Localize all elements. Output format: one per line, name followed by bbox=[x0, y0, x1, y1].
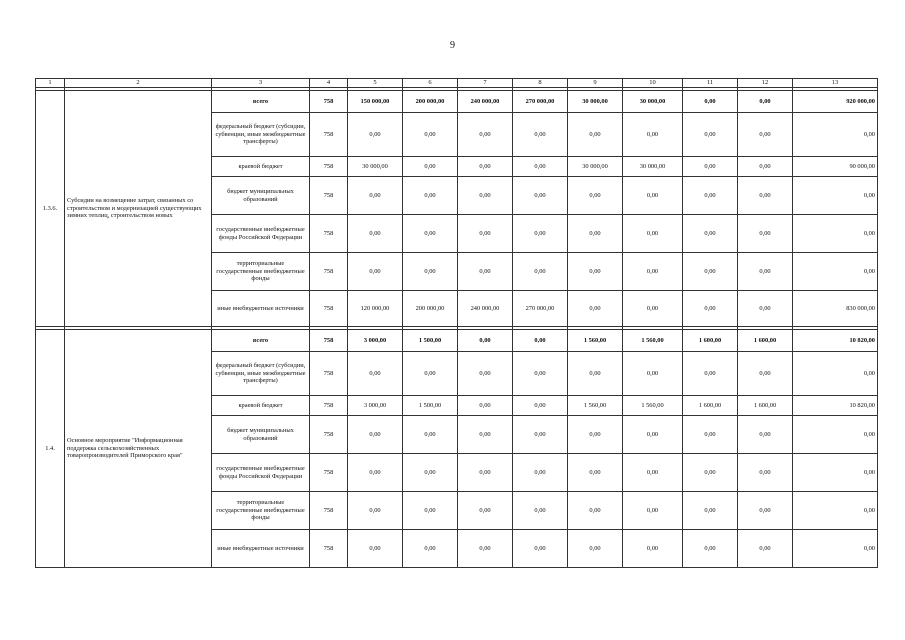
column-header-3: 3 bbox=[212, 79, 310, 88]
year-amount: 0,00 bbox=[458, 330, 513, 352]
column-header-6: 6 bbox=[403, 79, 458, 88]
year-amount: 0,00 bbox=[738, 215, 793, 253]
budget-code: 758 bbox=[310, 215, 348, 253]
budget-code: 758 bbox=[310, 416, 348, 454]
page-number: 9 bbox=[450, 40, 455, 51]
year-amount: 0,00 bbox=[348, 416, 403, 454]
funding-source: всего bbox=[212, 330, 310, 352]
year-amount: 0,00 bbox=[348, 113, 403, 157]
total-amount: 830 000,00 bbox=[793, 291, 878, 327]
column-header-4: 4 bbox=[310, 79, 348, 88]
item-name: Основное мероприятие "Информационная поддержка сельскохозяйственных товаропроизводителей Приморского края" bbox=[65, 330, 212, 568]
year-amount: 0,00 bbox=[513, 416, 568, 454]
column-header-5: 5 bbox=[348, 79, 403, 88]
year-amount: 0,00 bbox=[513, 396, 568, 416]
year-amount: 0,00 bbox=[348, 215, 403, 253]
year-amount: 0,00 bbox=[458, 454, 513, 492]
year-amount: 1 600,00 bbox=[738, 396, 793, 416]
year-amount: 0,00 bbox=[403, 352, 458, 396]
budget-code: 758 bbox=[310, 177, 348, 215]
column-header-8: 8 bbox=[513, 79, 568, 88]
year-amount: 0,00 bbox=[568, 530, 623, 568]
year-amount: 0,00 bbox=[568, 416, 623, 454]
year-amount: 0,00 bbox=[403, 113, 458, 157]
year-amount: 30 000,00 bbox=[623, 91, 683, 113]
total-amount: 920 000,00 bbox=[793, 91, 878, 113]
year-amount: 0,00 bbox=[458, 215, 513, 253]
year-amount: 0,00 bbox=[738, 91, 793, 113]
funding-source: краевой бюджет bbox=[212, 157, 310, 177]
budget-code: 758 bbox=[310, 253, 348, 291]
year-amount: 0,00 bbox=[738, 157, 793, 177]
year-amount: 30 000,00 bbox=[568, 91, 623, 113]
year-amount: 0,00 bbox=[568, 352, 623, 396]
budget-code: 758 bbox=[310, 157, 348, 177]
year-amount: 0,00 bbox=[403, 253, 458, 291]
year-amount: 0,00 bbox=[623, 113, 683, 157]
funding-source: территориальные государственные внебюджетные фонды bbox=[212, 253, 310, 291]
year-amount: 0,00 bbox=[348, 352, 403, 396]
table-row bbox=[36, 330, 878, 352]
year-amount: 0,00 bbox=[568, 215, 623, 253]
year-amount: 30 000,00 bbox=[623, 157, 683, 177]
item-code: 1.3.6. bbox=[36, 91, 65, 327]
year-amount: 0,00 bbox=[348, 454, 403, 492]
funding-source: территориальные государственные внебюджетные фонды bbox=[212, 492, 310, 530]
total-amount: 90 000,00 bbox=[793, 157, 878, 177]
budget-code: 758 bbox=[310, 396, 348, 416]
year-amount: 0,00 bbox=[458, 157, 513, 177]
total-amount: 0,00 bbox=[793, 253, 878, 291]
year-amount: 1 560,00 bbox=[568, 330, 623, 352]
year-amount: 0,00 bbox=[738, 352, 793, 396]
year-amount: 0,00 bbox=[568, 492, 623, 530]
column-header-9: 9 bbox=[568, 79, 623, 88]
year-amount: 30 000,00 bbox=[568, 157, 623, 177]
year-amount: 0,00 bbox=[623, 454, 683, 492]
year-amount: 0,00 bbox=[348, 253, 403, 291]
budget-code: 758 bbox=[310, 530, 348, 568]
year-amount: 0,00 bbox=[623, 177, 683, 215]
year-amount: 0,00 bbox=[683, 291, 738, 327]
budget-code: 758 bbox=[310, 352, 348, 396]
year-amount: 0,00 bbox=[568, 253, 623, 291]
year-amount: 0,00 bbox=[403, 157, 458, 177]
year-amount: 1 560,00 bbox=[623, 330, 683, 352]
funding-source: иные внебюджетные источники bbox=[212, 530, 310, 568]
year-amount: 0,00 bbox=[568, 291, 623, 327]
year-amount: 270 000,00 bbox=[513, 91, 568, 113]
year-amount: 0,00 bbox=[683, 91, 738, 113]
total-amount: 0,00 bbox=[793, 454, 878, 492]
column-header-10: 10 bbox=[623, 79, 683, 88]
year-amount: 0,00 bbox=[738, 454, 793, 492]
year-amount: 270 000,00 bbox=[513, 291, 568, 327]
year-amount: 0,00 bbox=[458, 416, 513, 454]
total-amount: 0,00 bbox=[793, 530, 878, 568]
year-amount: 1 600,00 bbox=[683, 330, 738, 352]
year-amount: 0,00 bbox=[683, 416, 738, 454]
column-header-11: 11 bbox=[683, 79, 738, 88]
year-amount: 0,00 bbox=[568, 177, 623, 215]
year-amount: 0,00 bbox=[738, 530, 793, 568]
funding-source: федеральный бюджет (субсидии, субвенции, иные межбюджетные трансферты) bbox=[212, 352, 310, 396]
year-amount: 200 000,00 bbox=[403, 291, 458, 327]
funding-source: государственные внебюджетные фонды Российской Федерации bbox=[212, 454, 310, 492]
budget-table bbox=[35, 78, 878, 568]
budget-code: 758 bbox=[310, 454, 348, 492]
year-amount: 0,00 bbox=[403, 215, 458, 253]
year-amount: 0,00 bbox=[683, 253, 738, 291]
column-header-13: 13 bbox=[793, 79, 878, 88]
funding-source: федеральный бюджет (субсидии, субвенции, иные межбюджетные трансферты) bbox=[212, 113, 310, 157]
year-amount: 1 500,00 bbox=[403, 396, 458, 416]
year-amount: 30 000,00 bbox=[348, 157, 403, 177]
budget-code: 758 bbox=[310, 113, 348, 157]
year-amount: 0,00 bbox=[738, 291, 793, 327]
year-amount: 0,00 bbox=[623, 352, 683, 396]
year-amount: 0,00 bbox=[513, 177, 568, 215]
funding-source: краевой бюджет bbox=[212, 396, 310, 416]
year-amount: 0,00 bbox=[683, 215, 738, 253]
year-amount: 0,00 bbox=[403, 530, 458, 568]
year-amount: 0,00 bbox=[458, 530, 513, 568]
total-amount: 0,00 bbox=[793, 416, 878, 454]
column-header-7: 7 bbox=[458, 79, 513, 88]
year-amount: 0,00 bbox=[513, 157, 568, 177]
year-amount: 0,00 bbox=[738, 416, 793, 454]
year-amount: 0,00 bbox=[403, 177, 458, 215]
year-amount: 0,00 bbox=[568, 113, 623, 157]
year-amount: 0,00 bbox=[738, 177, 793, 215]
column-header-2: 2 bbox=[65, 79, 212, 88]
year-amount: 3 000,00 bbox=[348, 330, 403, 352]
year-amount: 0,00 bbox=[403, 492, 458, 530]
year-amount: 0,00 bbox=[513, 253, 568, 291]
year-amount: 0,00 bbox=[348, 492, 403, 530]
total-amount: 10 820,00 bbox=[793, 330, 878, 352]
year-amount: 1 560,00 bbox=[623, 396, 683, 416]
year-amount: 0,00 bbox=[458, 253, 513, 291]
year-amount: 0,00 bbox=[623, 253, 683, 291]
year-amount: 240 000,00 bbox=[458, 91, 513, 113]
year-amount: 1 600,00 bbox=[738, 330, 793, 352]
funding-source: всего bbox=[212, 91, 310, 113]
header-row bbox=[36, 79, 878, 88]
year-amount: 0,00 bbox=[403, 454, 458, 492]
total-amount: 0,00 bbox=[793, 113, 878, 157]
year-amount: 0,00 bbox=[458, 177, 513, 215]
total-amount: 0,00 bbox=[793, 492, 878, 530]
budget-code: 758 bbox=[310, 91, 348, 113]
funding-source: бюджет муниципальных образований bbox=[212, 416, 310, 454]
table-row bbox=[36, 91, 878, 113]
year-amount: 0,00 bbox=[513, 215, 568, 253]
year-amount: 0,00 bbox=[738, 492, 793, 530]
year-amount: 0,00 bbox=[568, 454, 623, 492]
year-amount: 0,00 bbox=[623, 215, 683, 253]
year-amount: 0,00 bbox=[683, 454, 738, 492]
year-amount: 0,00 bbox=[458, 492, 513, 530]
year-amount: 0,00 bbox=[403, 416, 458, 454]
funding-source: бюджет муниципальных образований bbox=[212, 177, 310, 215]
year-amount: 0,00 bbox=[683, 530, 738, 568]
table-body bbox=[36, 79, 878, 568]
column-header-1: 1 bbox=[36, 79, 65, 88]
year-amount: 0,00 bbox=[683, 492, 738, 530]
year-amount: 1 500,00 bbox=[403, 330, 458, 352]
funding-source: государственные внебюджетные фонды Российской Федерации bbox=[212, 215, 310, 253]
year-amount: 0,00 bbox=[458, 113, 513, 157]
budget-code: 758 bbox=[310, 291, 348, 327]
total-amount: 0,00 bbox=[793, 352, 878, 396]
year-amount: 0,00 bbox=[513, 113, 568, 157]
year-amount: 0,00 bbox=[623, 416, 683, 454]
year-amount: 150 000,00 bbox=[348, 91, 403, 113]
total-amount: 10 820,00 bbox=[793, 396, 878, 416]
year-amount: 120 000,00 bbox=[348, 291, 403, 327]
year-amount: 0,00 bbox=[513, 492, 568, 530]
year-amount: 240 000,00 bbox=[458, 291, 513, 327]
year-amount: 0,00 bbox=[458, 396, 513, 416]
budget-code: 758 bbox=[310, 492, 348, 530]
year-amount: 0,00 bbox=[348, 177, 403, 215]
total-amount: 0,00 bbox=[793, 215, 878, 253]
item-name: Субсидии на возмещение затрат, связанных со строительством и модернизацией существующих зимних теплиц, строительством новых bbox=[65, 91, 212, 327]
year-amount: 0,00 bbox=[623, 291, 683, 327]
year-amount: 1 600,00 bbox=[683, 396, 738, 416]
year-amount: 3 000,00 bbox=[348, 396, 403, 416]
year-amount: 0,00 bbox=[738, 253, 793, 291]
total-amount: 0,00 bbox=[793, 177, 878, 215]
year-amount: 0,00 bbox=[683, 157, 738, 177]
year-amount: 0,00 bbox=[683, 113, 738, 157]
year-amount: 200 000,00 bbox=[403, 91, 458, 113]
year-amount: 0,00 bbox=[683, 177, 738, 215]
year-amount: 0,00 bbox=[738, 113, 793, 157]
year-amount: 0,00 bbox=[458, 352, 513, 396]
year-amount: 0,00 bbox=[513, 330, 568, 352]
year-amount: 0,00 bbox=[623, 530, 683, 568]
year-amount: 0,00 bbox=[348, 530, 403, 568]
year-amount: 0,00 bbox=[513, 352, 568, 396]
column-header-12: 12 bbox=[738, 79, 793, 88]
budget-code: 758 bbox=[310, 330, 348, 352]
year-amount: 0,00 bbox=[683, 352, 738, 396]
year-amount: 1 560,00 bbox=[568, 396, 623, 416]
year-amount: 0,00 bbox=[513, 454, 568, 492]
item-code: 1.4. bbox=[36, 330, 65, 568]
funding-source: иные внебюджетные источники bbox=[212, 291, 310, 327]
year-amount: 0,00 bbox=[513, 530, 568, 568]
year-amount: 0,00 bbox=[623, 492, 683, 530]
